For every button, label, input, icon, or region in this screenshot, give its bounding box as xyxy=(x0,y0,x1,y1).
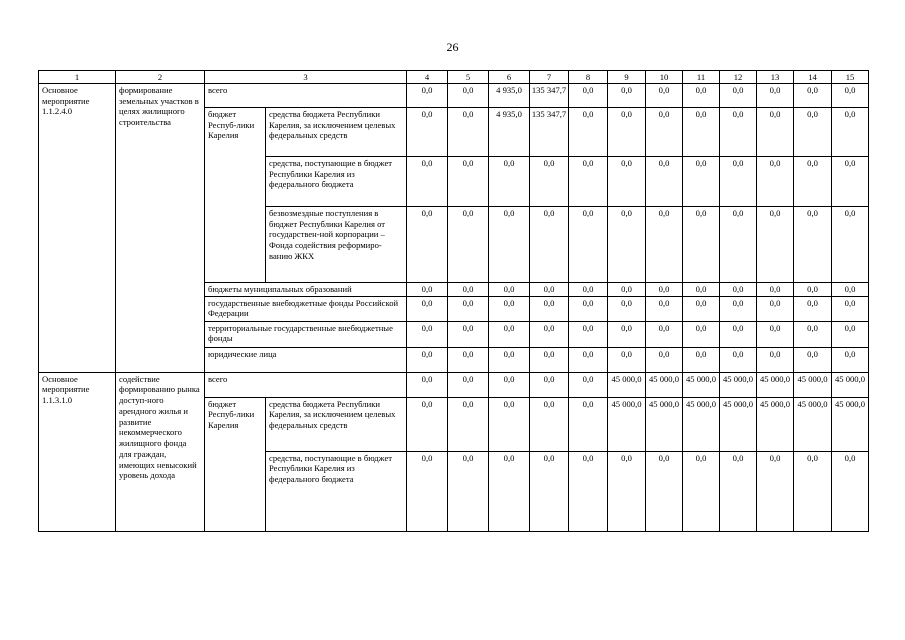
value-cell: 45 000,0 xyxy=(757,397,794,451)
value-cell: 0,0 xyxy=(407,157,448,207)
value-cell: 0,0 xyxy=(794,347,832,372)
value-cell: 45 000,0 xyxy=(646,372,683,397)
value-cell: 0,0 xyxy=(832,108,869,157)
value-cell: 0,0 xyxy=(489,321,530,347)
column-header: 14 xyxy=(794,71,832,84)
value-cell: 0,0 xyxy=(608,84,646,108)
value-cell: 0,0 xyxy=(683,207,720,283)
value-cell: 0,0 xyxy=(530,296,569,321)
column-header: 4 xyxy=(407,71,448,84)
value-cell: 0,0 xyxy=(530,321,569,347)
value-cell: 0,0 xyxy=(683,347,720,372)
value-cell: 0,0 xyxy=(720,108,757,157)
value-cell: 0,0 xyxy=(569,451,608,531)
funding-source-label: юридические лица xyxy=(205,347,407,372)
value-cell: 0,0 xyxy=(407,207,448,283)
funding-source-label: государственные внебюджетные фонды Российской Федерации xyxy=(205,296,407,321)
column-header: 7 xyxy=(530,71,569,84)
value-cell: 0,0 xyxy=(569,347,608,372)
value-cell: 0,0 xyxy=(608,347,646,372)
value-cell: 0,0 xyxy=(794,451,832,531)
value-cell: 45 000,0 xyxy=(757,372,794,397)
value-cell: 0,0 xyxy=(794,207,832,283)
value-cell: 0,0 xyxy=(794,296,832,321)
value-cell: 45 000,0 xyxy=(832,372,869,397)
value-cell: 0,0 xyxy=(407,347,448,372)
value-cell: 45 000,0 xyxy=(832,397,869,451)
value-cell: 0,0 xyxy=(720,157,757,207)
value-cell: 0,0 xyxy=(569,321,608,347)
value-cell: 0,0 xyxy=(448,347,489,372)
value-cell: 0,0 xyxy=(646,347,683,372)
value-cell: 0,0 xyxy=(757,84,794,108)
value-cell: 0,0 xyxy=(530,207,569,283)
value-cell: 0,0 xyxy=(720,296,757,321)
value-cell: 0,0 xyxy=(489,296,530,321)
funding-source-label: территориальные государственные внебюджетные фонды xyxy=(205,321,407,347)
header-row xyxy=(39,71,869,84)
value-cell: 0,0 xyxy=(757,108,794,157)
value-cell: 0,0 xyxy=(683,296,720,321)
value-cell: 0,0 xyxy=(608,108,646,157)
activity-name: Основное мероприятие 1.1.2.4.0 xyxy=(39,84,116,373)
column-header: 6 xyxy=(489,71,530,84)
value-cell: 4 935,0 xyxy=(489,108,530,157)
value-cell: 0,0 xyxy=(407,451,448,531)
value-cell: 45 000,0 xyxy=(646,397,683,451)
value-cell: 0,0 xyxy=(794,84,832,108)
value-cell: 0,0 xyxy=(530,397,569,451)
value-cell: 0,0 xyxy=(832,283,869,297)
value-cell: 0,0 xyxy=(608,451,646,531)
value-cell: 0,0 xyxy=(720,207,757,283)
column-header: 10 xyxy=(646,71,683,84)
value-cell: 0,0 xyxy=(646,108,683,157)
value-cell: 0,0 xyxy=(757,207,794,283)
value-cell: 0,0 xyxy=(489,347,530,372)
value-cell: 0,0 xyxy=(757,157,794,207)
value-cell: 0,0 xyxy=(683,451,720,531)
value-cell: 0,0 xyxy=(683,321,720,347)
value-cell: 0,0 xyxy=(530,451,569,531)
value-cell: 0,0 xyxy=(489,397,530,451)
value-cell: 0,0 xyxy=(448,84,489,108)
column-header: 15 xyxy=(832,71,869,84)
value-cell: 0,0 xyxy=(794,321,832,347)
value-cell: 0,0 xyxy=(794,108,832,157)
column-header: 11 xyxy=(683,71,720,84)
value-cell: 0,0 xyxy=(720,283,757,297)
regional-budget-label: бюджет Респуб-лики Карелия xyxy=(205,108,266,283)
value-cell: 0,0 xyxy=(832,296,869,321)
budget-table xyxy=(38,70,869,532)
value-cell: 0,0 xyxy=(530,372,569,397)
column-header: 5 xyxy=(448,71,489,84)
funding-subsource-label: средства, поступающие в бюджет Республики Карелия из федерального бюджета xyxy=(266,157,407,207)
value-cell: 0,0 xyxy=(832,451,869,531)
funding-source-label: всего xyxy=(205,372,407,397)
value-cell: 0,0 xyxy=(794,157,832,207)
value-cell: 0,0 xyxy=(407,283,448,297)
value-cell: 0,0 xyxy=(448,451,489,531)
value-cell: 0,0 xyxy=(448,296,489,321)
value-cell: 0,0 xyxy=(757,347,794,372)
value-cell: 0,0 xyxy=(608,157,646,207)
value-cell: 0,0 xyxy=(832,321,869,347)
value-cell: 0,0 xyxy=(757,451,794,531)
value-cell: 0,0 xyxy=(448,372,489,397)
value-cell: 0,0 xyxy=(757,321,794,347)
value-cell: 0,0 xyxy=(608,296,646,321)
value-cell: 0,0 xyxy=(832,347,869,372)
value-cell: 0,0 xyxy=(569,207,608,283)
value-cell: 0,0 xyxy=(720,321,757,347)
value-cell: 0,0 xyxy=(407,108,448,157)
value-cell: 0,0 xyxy=(646,451,683,531)
value-cell: 0,0 xyxy=(646,296,683,321)
value-cell: 45 000,0 xyxy=(683,372,720,397)
value-cell: 0,0 xyxy=(608,283,646,297)
funding-source-label: бюджеты муниципальных образований xyxy=(205,283,407,297)
funding-subsource-label: средства бюджета Республики Карелия, за исключением целевых федеральных средств xyxy=(266,397,407,451)
value-cell: 0,0 xyxy=(448,321,489,347)
column-header: 1 xyxy=(39,71,116,84)
value-cell: 0,0 xyxy=(569,397,608,451)
value-cell: 45 000,0 xyxy=(794,372,832,397)
value-cell: 0,0 xyxy=(489,207,530,283)
value-cell: 45 000,0 xyxy=(794,397,832,451)
value-cell: 0,0 xyxy=(448,108,489,157)
value-cell: 0,0 xyxy=(683,157,720,207)
value-cell: 0,0 xyxy=(569,108,608,157)
value-cell: 45 000,0 xyxy=(683,397,720,451)
value-cell: 135 347,7 xyxy=(530,108,569,157)
value-cell: 0,0 xyxy=(489,372,530,397)
value-cell: 0,0 xyxy=(794,283,832,297)
value-cell: 0,0 xyxy=(489,157,530,207)
value-cell: 0,0 xyxy=(569,84,608,108)
value-cell: 0,0 xyxy=(407,84,448,108)
value-cell: 45 000,0 xyxy=(720,397,757,451)
value-cell: 45 000,0 xyxy=(720,372,757,397)
value-cell: 45 000,0 xyxy=(608,372,646,397)
value-cell: 0,0 xyxy=(720,451,757,531)
value-cell: 0,0 xyxy=(489,451,530,531)
funding-subsource-label: средства, поступающие в бюджет Республики Карелия из федерального бюджета xyxy=(266,451,407,531)
value-cell: 0,0 xyxy=(530,283,569,297)
value-cell: 0,0 xyxy=(646,207,683,283)
value-cell: 0,0 xyxy=(569,157,608,207)
value-cell: 0,0 xyxy=(489,283,530,297)
value-cell: 0,0 xyxy=(448,283,489,297)
value-cell: 45 000,0 xyxy=(608,397,646,451)
value-cell: 0,0 xyxy=(448,207,489,283)
value-cell: 0,0 xyxy=(448,397,489,451)
value-cell: 0,0 xyxy=(530,157,569,207)
value-cell: 0,0 xyxy=(757,283,794,297)
funding-subsource-label: безвозмездные поступления в бюджет Республики Карелия от государствен-ной корпорации – Фонда содействия реформиро-ванию ЖКХ xyxy=(266,207,407,283)
value-cell: 0,0 xyxy=(608,321,646,347)
activity-description: содействие формированию рынка доступ-ного арендного жилья и развитие некоммерческого жилищного фонда для граждан, имеющих невысокий уровень дохода xyxy=(116,372,205,531)
value-cell: 0,0 xyxy=(757,296,794,321)
value-cell: 0,0 xyxy=(407,397,448,451)
activity-total-row xyxy=(39,372,869,397)
activity-total-row xyxy=(39,84,869,108)
activity-description: формирование земельных участков в целях жилищного строительства xyxy=(116,84,205,373)
funding-source-label: всего xyxy=(205,84,407,108)
page-number: 26 xyxy=(446,40,459,54)
regional-budget-label: бюджет Респуб-лики Карелия xyxy=(205,397,266,531)
value-cell: 0,0 xyxy=(646,157,683,207)
column-header: 8 xyxy=(569,71,608,84)
value-cell: 0,0 xyxy=(720,347,757,372)
column-header: 13 xyxy=(757,71,794,84)
column-header: 9 xyxy=(608,71,646,84)
value-cell: 0,0 xyxy=(407,321,448,347)
value-cell: 0,0 xyxy=(407,296,448,321)
column-header: 3 xyxy=(205,71,407,84)
value-cell: 0,0 xyxy=(608,207,646,283)
funding-subsource-label: средства бюджета Республики Карелия, за исключением целевых федеральных средств xyxy=(266,108,407,157)
value-cell: 0,0 xyxy=(569,283,608,297)
value-cell: 0,0 xyxy=(832,157,869,207)
value-cell: 0,0 xyxy=(646,84,683,108)
value-cell: 0,0 xyxy=(530,347,569,372)
value-cell: 0,0 xyxy=(646,321,683,347)
value-cell: 0,0 xyxy=(683,108,720,157)
value-cell: 0,0 xyxy=(569,372,608,397)
value-cell: 0,0 xyxy=(683,283,720,297)
value-cell: 135 347,7 xyxy=(530,84,569,108)
value-cell: 0,0 xyxy=(569,296,608,321)
value-cell: 0,0 xyxy=(646,283,683,297)
value-cell: 0,0 xyxy=(832,84,869,108)
value-cell: 0,0 xyxy=(720,84,757,108)
value-cell: 0,0 xyxy=(683,84,720,108)
value-cell: 0,0 xyxy=(448,157,489,207)
value-cell: 0,0 xyxy=(832,207,869,283)
column-header: 12 xyxy=(720,71,757,84)
value-cell: 4 935,0 xyxy=(489,84,530,108)
column-header: 2 xyxy=(116,71,205,84)
activity-name: Основное мероприятие 1.1.3.1.0 xyxy=(39,372,116,531)
value-cell: 0,0 xyxy=(407,372,448,397)
